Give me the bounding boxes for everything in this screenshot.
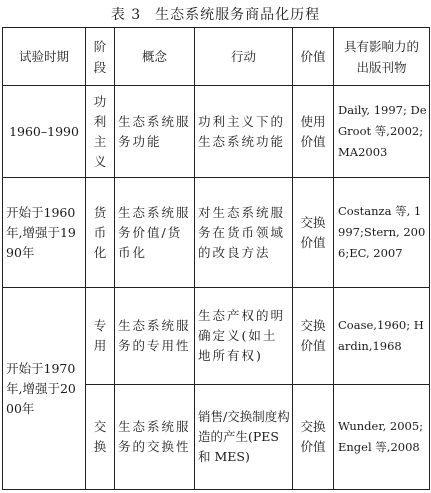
cell-period: 开始于1960年,增强于1990年 (3, 178, 86, 288)
cell-concept: 生态系统服务价值/货 币化 (115, 178, 195, 288)
header-concept: 概念 (115, 28, 195, 86)
cell-value: 交换价值 (293, 385, 334, 490)
table-title: 生态系统服务商品化历程 (155, 7, 321, 23)
cell-concept: 生态系统服务的专用性 (115, 288, 195, 385)
table-row (3, 86, 430, 178)
header-refs: 具有影响力的出版刊物 (334, 28, 430, 86)
cell-value: 使用价值 (293, 86, 334, 178)
cell-action: 销售/交换制度构造的产生(PES 和 MES) (195, 385, 293, 490)
cell-stage: 专用 (86, 288, 115, 385)
header-stage: 阶段 (86, 28, 115, 86)
header-value: 价值 (293, 28, 334, 86)
cell-action: 生态产权的明确定义(如土地所有权) (195, 288, 293, 385)
cell-stage: 交换 (86, 385, 115, 490)
cell-stage: 货币化 (86, 178, 115, 288)
cell-period: 1960–1990 (3, 86, 86, 178)
header-period: 试验时期 (3, 28, 86, 86)
commodification-table (2, 27, 430, 490)
cell-period: 开始于1970年,增强于2000年 (3, 288, 86, 490)
cell-value: 交换价值 (293, 178, 334, 288)
cell-concept: 生态系统服务的交换性 (115, 385, 195, 490)
cell-action: 功利主义下的生态系统功能 (195, 86, 293, 178)
cell-refs: Coase,1960; Hardin,1968 (334, 288, 430, 385)
table-row (3, 288, 430, 385)
cell-refs: Daily, 1997; De Groot 等,2002; MA2003 (334, 86, 430, 178)
header-action: 行动 (195, 28, 293, 86)
header-row (3, 28, 430, 86)
table-number: 表 3 (110, 7, 142, 23)
cell-action: 对生态系统服务在货币领域的改良方法 (195, 178, 293, 288)
cell-refs: Wunder, 2005;Engel 等,2008 (334, 385, 430, 490)
cell-value: 交换价值 (293, 288, 334, 385)
table-caption (0, 0, 431, 24)
cell-concept: 生态系统服务功能 (115, 86, 195, 178)
cell-stage: 功利主义 (86, 86, 115, 178)
cell-refs: Costanza 等, 1997;Stern, 2006;EC, 2007 (334, 178, 430, 288)
table-row (3, 178, 430, 288)
